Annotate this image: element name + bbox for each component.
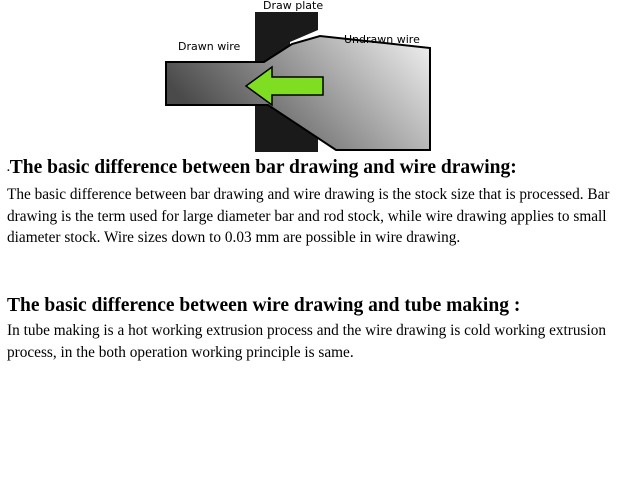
heading-marker: . (7, 162, 10, 174)
drawn-wire-label: Drawn wire (178, 40, 241, 53)
section-body: In tube making is a hot working extrusion process and the wire drawing is cold working extrusion process, in the both operation working principle is same. (7, 322, 607, 361)
section-heading-text: The basic difference between bar drawing and wire drawing: (9, 157, 517, 178)
wire-vs-tube-section (7, 294, 633, 363)
draw-plate-label: Draw plate (263, 0, 324, 12)
undrawn-wire-label: Undrawn wire (344, 33, 420, 46)
wire-drawing-illustration (160, 0, 440, 152)
section-heading (7, 156, 633, 180)
section-body: The basic difference between bar drawing and wire drawing is the stock size that is processed. Bar drawing is the term used for large diameter bar and rod stock, while wire drawing applies to small diameter stock. Wire sizes down to 0.03 mm are possible in wire drawing. (7, 186, 610, 246)
bar-vs-wire-section (7, 156, 633, 249)
wire-drawing-diagram (160, 0, 440, 152)
section-heading: The basic difference between wire drawing and tube making : (7, 295, 521, 316)
